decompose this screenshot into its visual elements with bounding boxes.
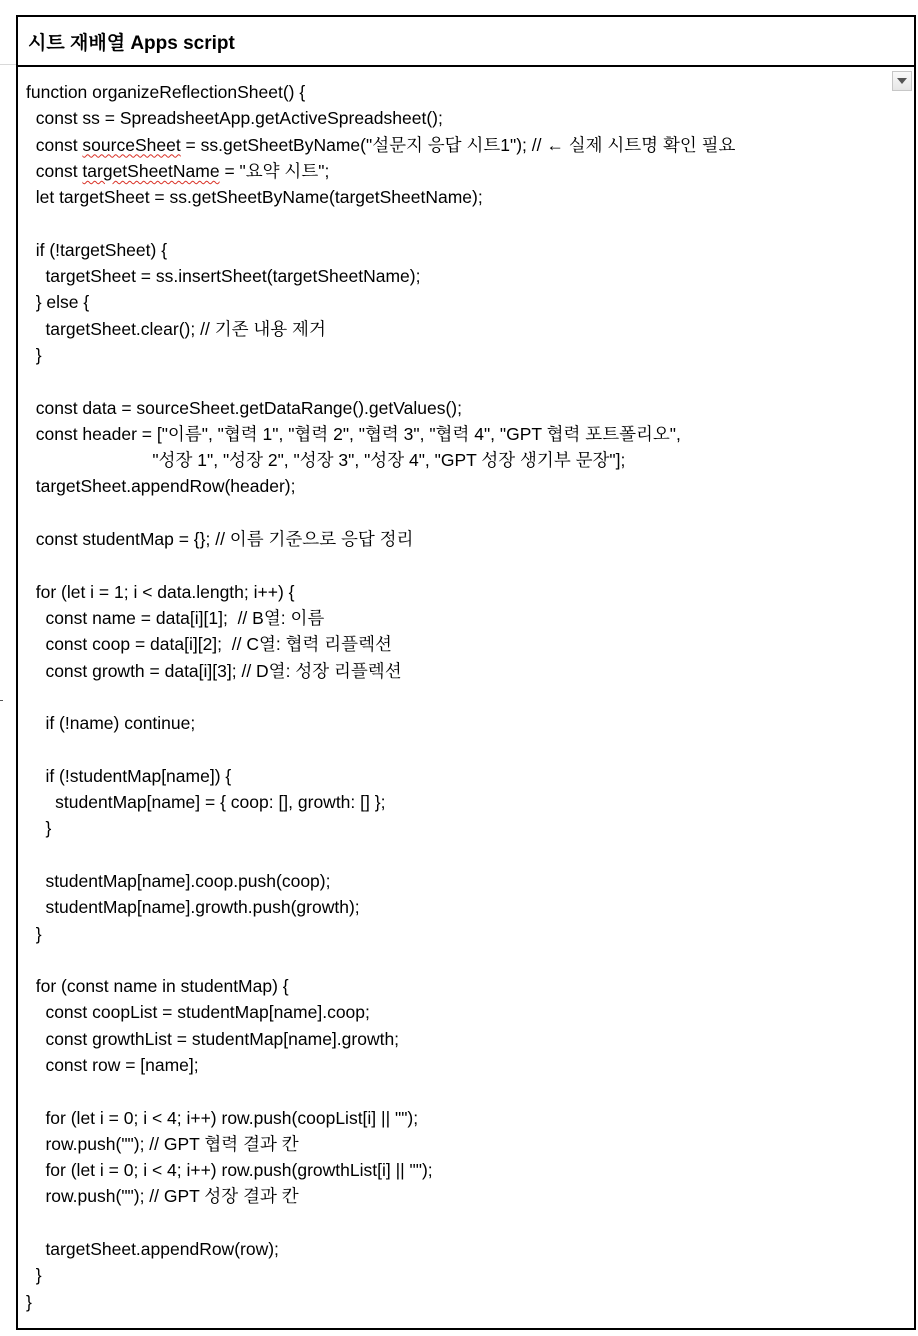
code-line xyxy=(26,1157,884,1183)
code-line xyxy=(26,132,884,158)
code-segment: = ss.getSheetByName("설문지 응답 시트1"); // ← 실제 시트명 확인 필요 xyxy=(180,134,736,155)
code-segment: studentMap[name] = { coop: [], growth: [] }; xyxy=(26,792,386,813)
code-line xyxy=(26,473,884,499)
code-line xyxy=(26,105,884,131)
sheet-gridline xyxy=(0,64,16,65)
code-line xyxy=(26,894,884,920)
code-line xyxy=(26,395,884,421)
code-segment: targetSheet.appendRow(header); xyxy=(26,476,296,497)
code-segment: } xyxy=(26,923,42,944)
code-line xyxy=(26,158,884,184)
code-segment: for (let i = 1; i < data.length; i++) { xyxy=(26,581,295,602)
code-cell[interactable] xyxy=(18,67,914,1328)
code-line xyxy=(26,368,884,394)
code-line xyxy=(26,921,884,947)
code-segment: for (const name in studentMap) { xyxy=(26,976,289,997)
code-line xyxy=(26,421,884,447)
code-segment: const xyxy=(26,160,83,181)
spellcheck-word: targetSheetName xyxy=(82,160,220,181)
code-segment: row.push(""); // GPT 협력 결과 칸 xyxy=(26,1133,299,1154)
code-line xyxy=(26,947,884,973)
code-segment: const coopList = studentMap[name].coop; xyxy=(26,1002,370,1023)
code-line xyxy=(26,842,884,868)
code-line xyxy=(26,763,884,789)
code-line xyxy=(26,1078,884,1104)
code-line xyxy=(26,237,884,263)
code-line xyxy=(26,999,884,1025)
spellcheck-word: sourceSheet xyxy=(82,134,181,155)
code-line xyxy=(26,342,884,368)
code-line xyxy=(26,1236,884,1262)
code-line xyxy=(26,1262,884,1288)
code-segment: for (let i = 0; i < 4; i++) row.push(coopList[i] || ""); xyxy=(26,1107,419,1128)
code-segment: function organizeReflectionSheet() { xyxy=(26,82,306,102)
code-segment: row.push(""); // GPT 성장 결과 칸 xyxy=(26,1186,299,1207)
code-segment: targetSheet.appendRow(row); xyxy=(26,1239,279,1260)
dropdown-button[interactable] xyxy=(892,71,912,91)
sheet-gridline-marker xyxy=(0,700,3,701)
code-line xyxy=(26,1289,884,1315)
code-segment: const growth = data[i][3]; // D열: 성장 리플렉션 xyxy=(26,660,402,681)
code-segment: targetSheet = ss.insertSheet(targetSheetName); xyxy=(26,266,421,287)
panel-title: 시트 재배열 Apps script xyxy=(28,32,235,54)
code-line xyxy=(26,973,884,999)
code-segment: const xyxy=(26,134,83,155)
code-segment: const name = data[i][1]; // B열: 이름 xyxy=(26,607,325,628)
code-line xyxy=(26,1183,884,1209)
code-line xyxy=(26,263,884,289)
code-segment: studentMap[name].coop.push(coop); xyxy=(26,870,331,891)
code-segment: if (!targetSheet) { xyxy=(26,239,168,260)
code-line xyxy=(26,289,884,315)
code-panel xyxy=(16,15,916,1330)
code-text xyxy=(26,79,884,1315)
code-segment: } else { xyxy=(26,292,90,313)
code-segment: for (let i = 0; i < 4; i++) row.push(growthList[i] || ""); xyxy=(26,1160,433,1181)
code-line xyxy=(26,1131,884,1157)
code-line xyxy=(26,684,884,710)
code-segment: const ss = SpreadsheetApp.getActiveSpreadsheet(); xyxy=(26,108,443,129)
code-line xyxy=(26,552,884,578)
code-line xyxy=(26,526,884,552)
code-line xyxy=(26,447,884,473)
code-segment: const data = sourceSheet.getDataRange().getValues(); xyxy=(26,397,462,418)
code-line xyxy=(26,316,884,342)
code-line xyxy=(26,868,884,894)
code-segment: = "요약 시트"; xyxy=(219,160,330,181)
code-line xyxy=(26,658,884,684)
code-line xyxy=(26,1052,884,1078)
code-line xyxy=(26,500,884,526)
chevron-down-icon xyxy=(897,78,907,84)
code-segment: } xyxy=(26,1265,42,1286)
code-line xyxy=(26,710,884,736)
code-segment: if (!studentMap[name]) { xyxy=(26,765,232,786)
code-segment: "성장 1", "성장 2", "성장 3", "성장 4", "GPT 성장 생기부 문장"]; xyxy=(26,450,626,471)
code-line xyxy=(26,79,884,105)
code-segment: targetSheet.clear(); // 기존 내용 제거 xyxy=(26,318,326,339)
code-line xyxy=(26,1210,884,1236)
code-segment: if (!name) continue; xyxy=(26,713,196,734)
code-line xyxy=(26,736,884,762)
code-segment: const row = [name]; xyxy=(26,1054,199,1075)
code-line xyxy=(26,184,884,210)
code-line xyxy=(26,579,884,605)
code-segment: const header = ["이름", "협력 1", "협력 2", "협력 3", "협력 4", "GPT 협력 포트폴리오", xyxy=(26,423,681,444)
code-line xyxy=(26,1105,884,1131)
code-line xyxy=(26,605,884,631)
code-segment: } xyxy=(26,344,42,365)
code-line xyxy=(26,815,884,841)
code-line xyxy=(26,631,884,657)
code-segment: const studentMap = {}; // 이름 기준으로 응답 정리 xyxy=(26,529,414,550)
code-segment: studentMap[name].growth.push(growth); xyxy=(26,897,360,918)
code-segment: } xyxy=(26,818,52,839)
code-line xyxy=(26,1026,884,1052)
code-segment: } xyxy=(26,1291,32,1312)
panel-header xyxy=(18,17,914,67)
code-line xyxy=(26,210,884,236)
code-segment: const growthList = studentMap[name].growth; xyxy=(26,1028,400,1049)
code-line xyxy=(26,789,884,815)
code-segment: let targetSheet = ss.getSheetByName(targetSheetName); xyxy=(26,187,483,208)
code-segment: const coop = data[i][2]; // C열: 협력 리플렉션 xyxy=(26,634,392,655)
